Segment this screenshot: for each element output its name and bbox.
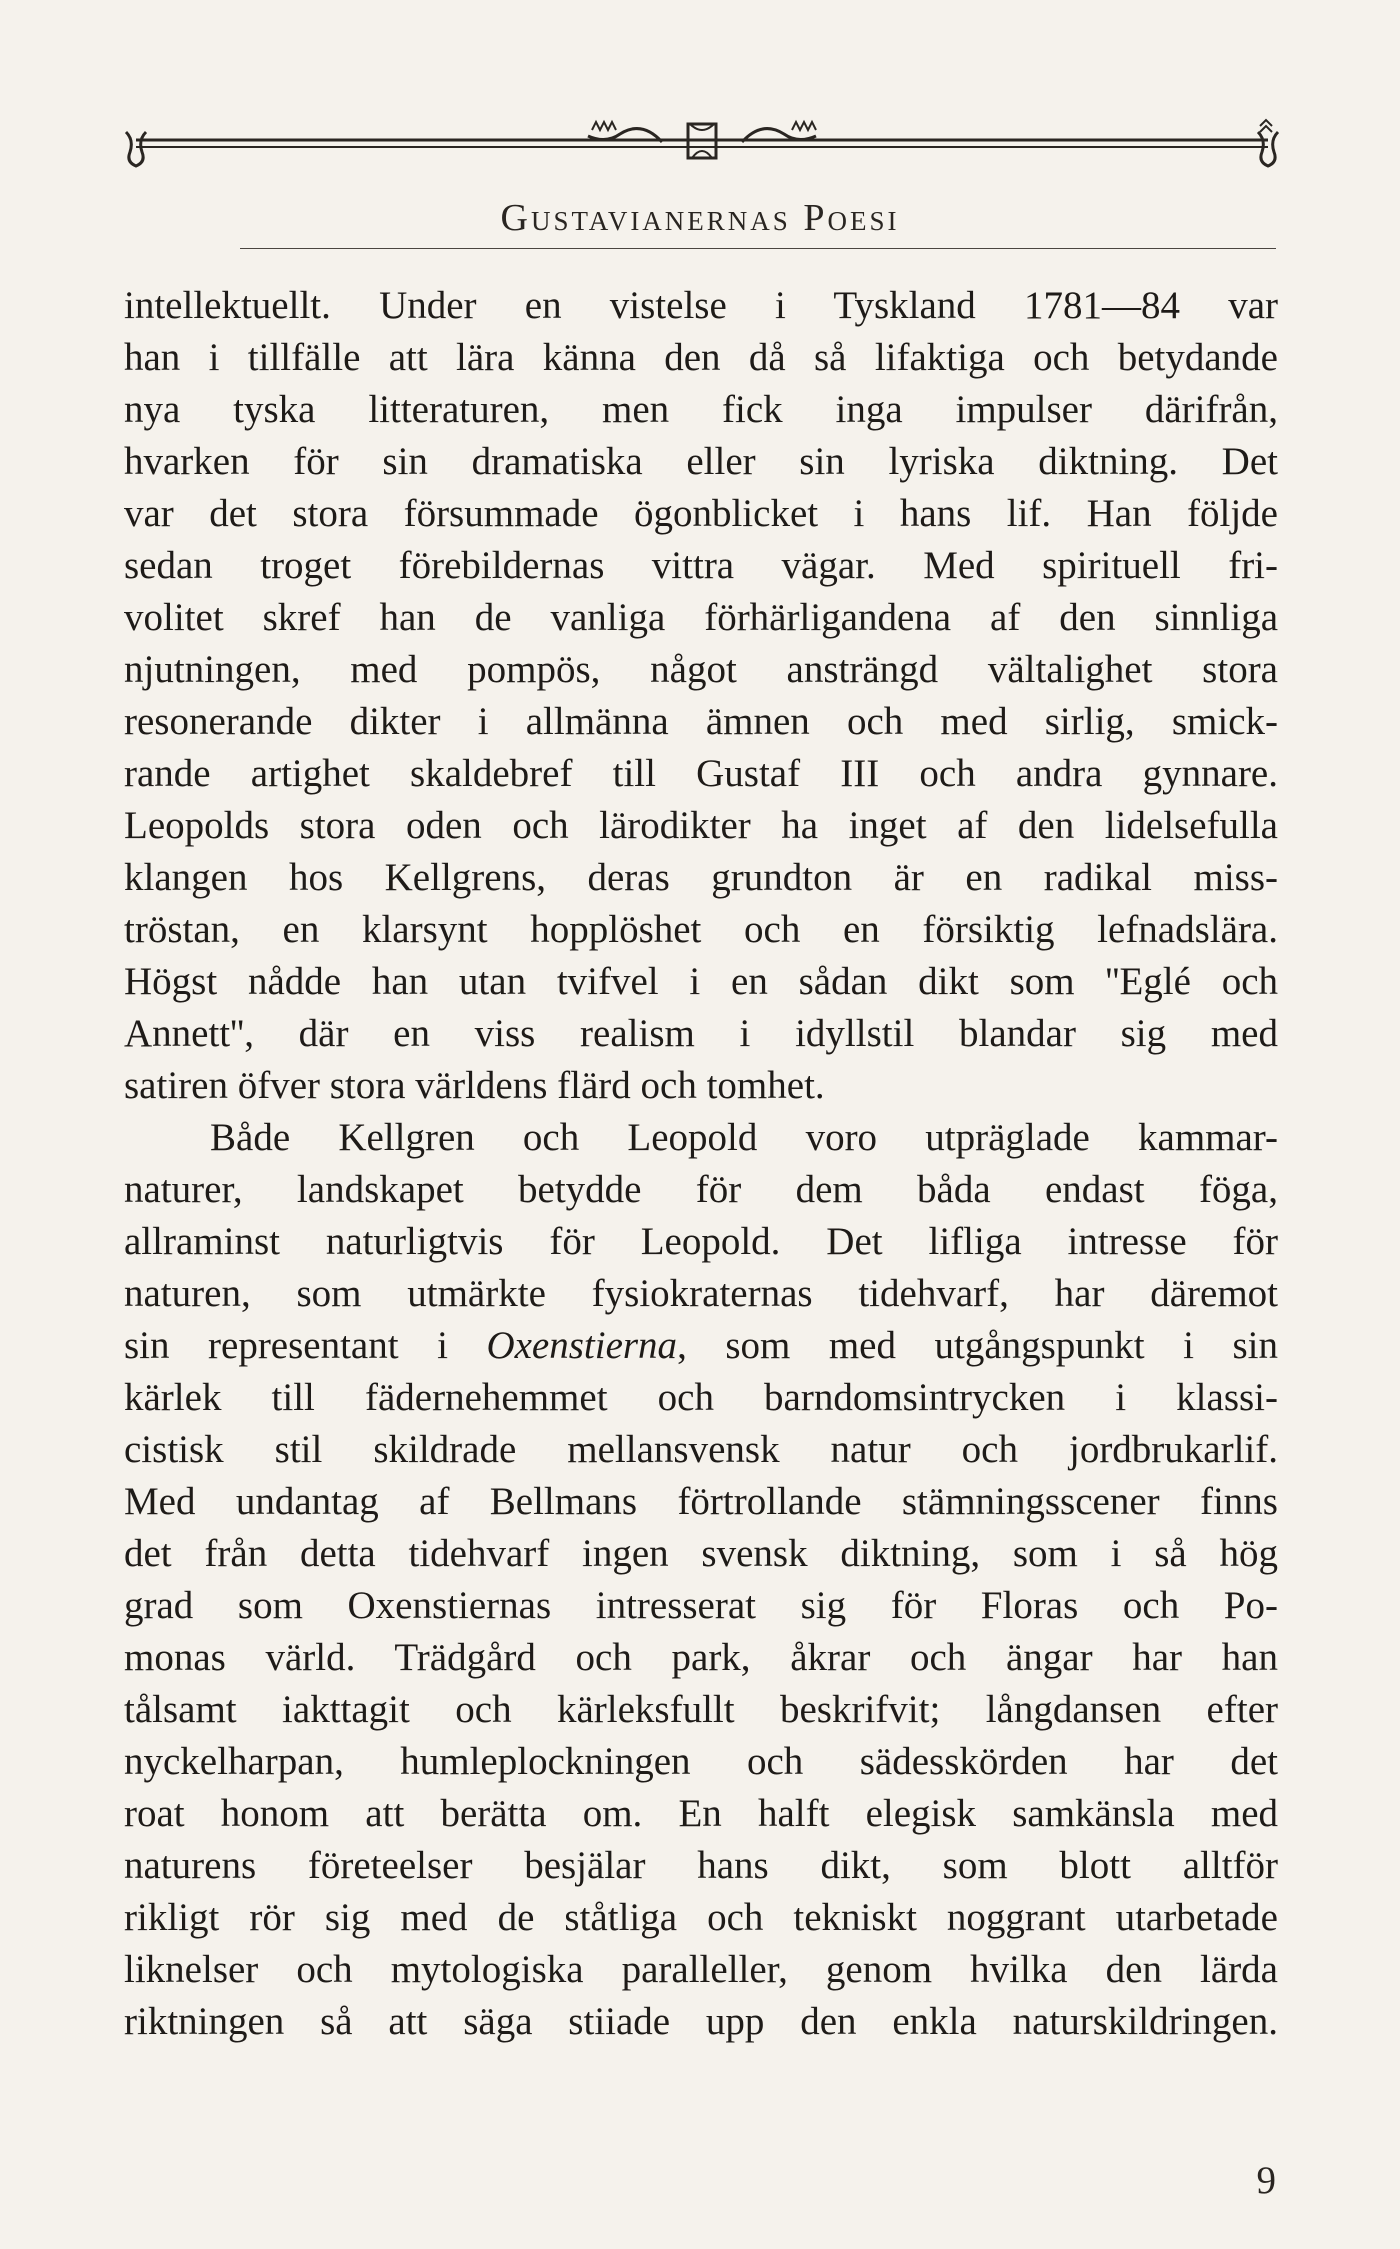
text-line: intellektuellt. Under en vistelse i Tyskland 1781—84 var [124,284,1278,327]
text-line: naturens företeelser besjälar hans dikt, som blott alltför [124,1844,1278,1887]
text-line: satiren öfver stora världens flärd och tomhet. [124,1064,825,1107]
running-title: Gustavianernas Poesi [500,197,900,239]
text-line: rande artighet skaldebref till Gustaf III och andra gynnare. [124,752,1278,795]
text-line: volitet skref han de vanliga förhärligandena af den sinnliga [124,596,1278,639]
text-line: Både Kellgren och Leopold voro utpräglade kammar- [210,1116,1278,1159]
text-segment: sin representant i [124,1324,448,1367]
text-line: kärlek till fädernehemmet och barndomsintrycken i klassi- [124,1376,1278,1419]
text-line: rikligt rör sig med de ståtliga och tekniskt noggrant utarbetade [124,1896,1278,1939]
text-line: klangen hos Kellgrens, deras grundton är en radikal miss- [124,856,1278,899]
text-line: naturer, landskapet betydde för dem båda endast föga, [124,1168,1278,1211]
text-line [124,1320,1278,1372]
text-line: han i tillfälle att lära känna den då så lifaktiga och betydande [124,336,1278,379]
text-line: resonerande dikter i allmänna ämnen och med sirlig, smick- [124,700,1278,743]
text-line: tröstan, en klarsynt hopplöshet och en försiktig lefnadslära. [124,908,1278,951]
text-line: Leopolds stora oden och lärodikter ha inget af den lidelsefulla [124,804,1278,847]
header-rule [240,248,1276,249]
text-line: allraminst naturligtvis för Leopold. Det lifliga intresse för [124,1220,1278,1263]
text-line: det från detta tidehvarf ingen svensk diktning, som i så hög [124,1532,1278,1575]
text-line: naturen, som utmärkte fysiokraternas tidehvarf, har däremot [124,1272,1278,1315]
text-line: grad som Oxenstiernas intresserat sig för Floras och Po- [124,1584,1278,1627]
text-line: nya tyska litteraturen, men fick inga impulser därifrån, [124,388,1278,431]
text-line: cistisk stil skildrade mellansvensk natur och jordbrukarlif. [124,1428,1278,1471]
text-line: riktningen så att säga stiiade upp den enkla naturskildringen. [124,2000,1278,2043]
text-line: hvarken för sin dramatiska eller sin lyriska diktning. Det [124,440,1278,483]
text-line: roat honom att berätta om. En halft elegisk samkänsla med [124,1792,1278,1835]
text-line: nyckelharpan, humleplockningen och sädesskörden har det [124,1740,1278,1783]
text-line: tålsamt iakttagit och kärleksfullt beskrifvit; långdansen efter [124,1688,1278,1731]
text-line: njutningen, med pompös, något ansträngd vältalighet stora [124,648,1278,691]
text-segment: , som med utgångspunkt i sin [677,1324,1278,1367]
text-line: liknelser och mytologiska paralleller, genom hvilka den lärda [124,1948,1278,1991]
text-line: var det stora försummade ögonblicket i hans lif. Han följde [124,492,1278,535]
text-line: Annett'', där en viss realism i idyllstil blandar sig med [124,1012,1278,1055]
text-line: sedan troget förebildernas vittra vägar. Med spirituell fri- [124,544,1278,587]
text-line: monas värld. Trädgård och park, åkrar och ängar har han [124,1636,1278,1679]
text-line: Högst nådde han utan tvifvel i en sådan dikt som ''Eglé och [124,960,1278,1003]
header-ornament-icon [122,118,1282,200]
body-text [124,280,1278,2048]
page-number: 9 [1256,2159,1276,2202]
text-line: Med undantag af Bellmans förtrollande stämningsscener finns [124,1480,1278,1523]
emphasized-name: Oxenstierna [486,1324,678,1367]
